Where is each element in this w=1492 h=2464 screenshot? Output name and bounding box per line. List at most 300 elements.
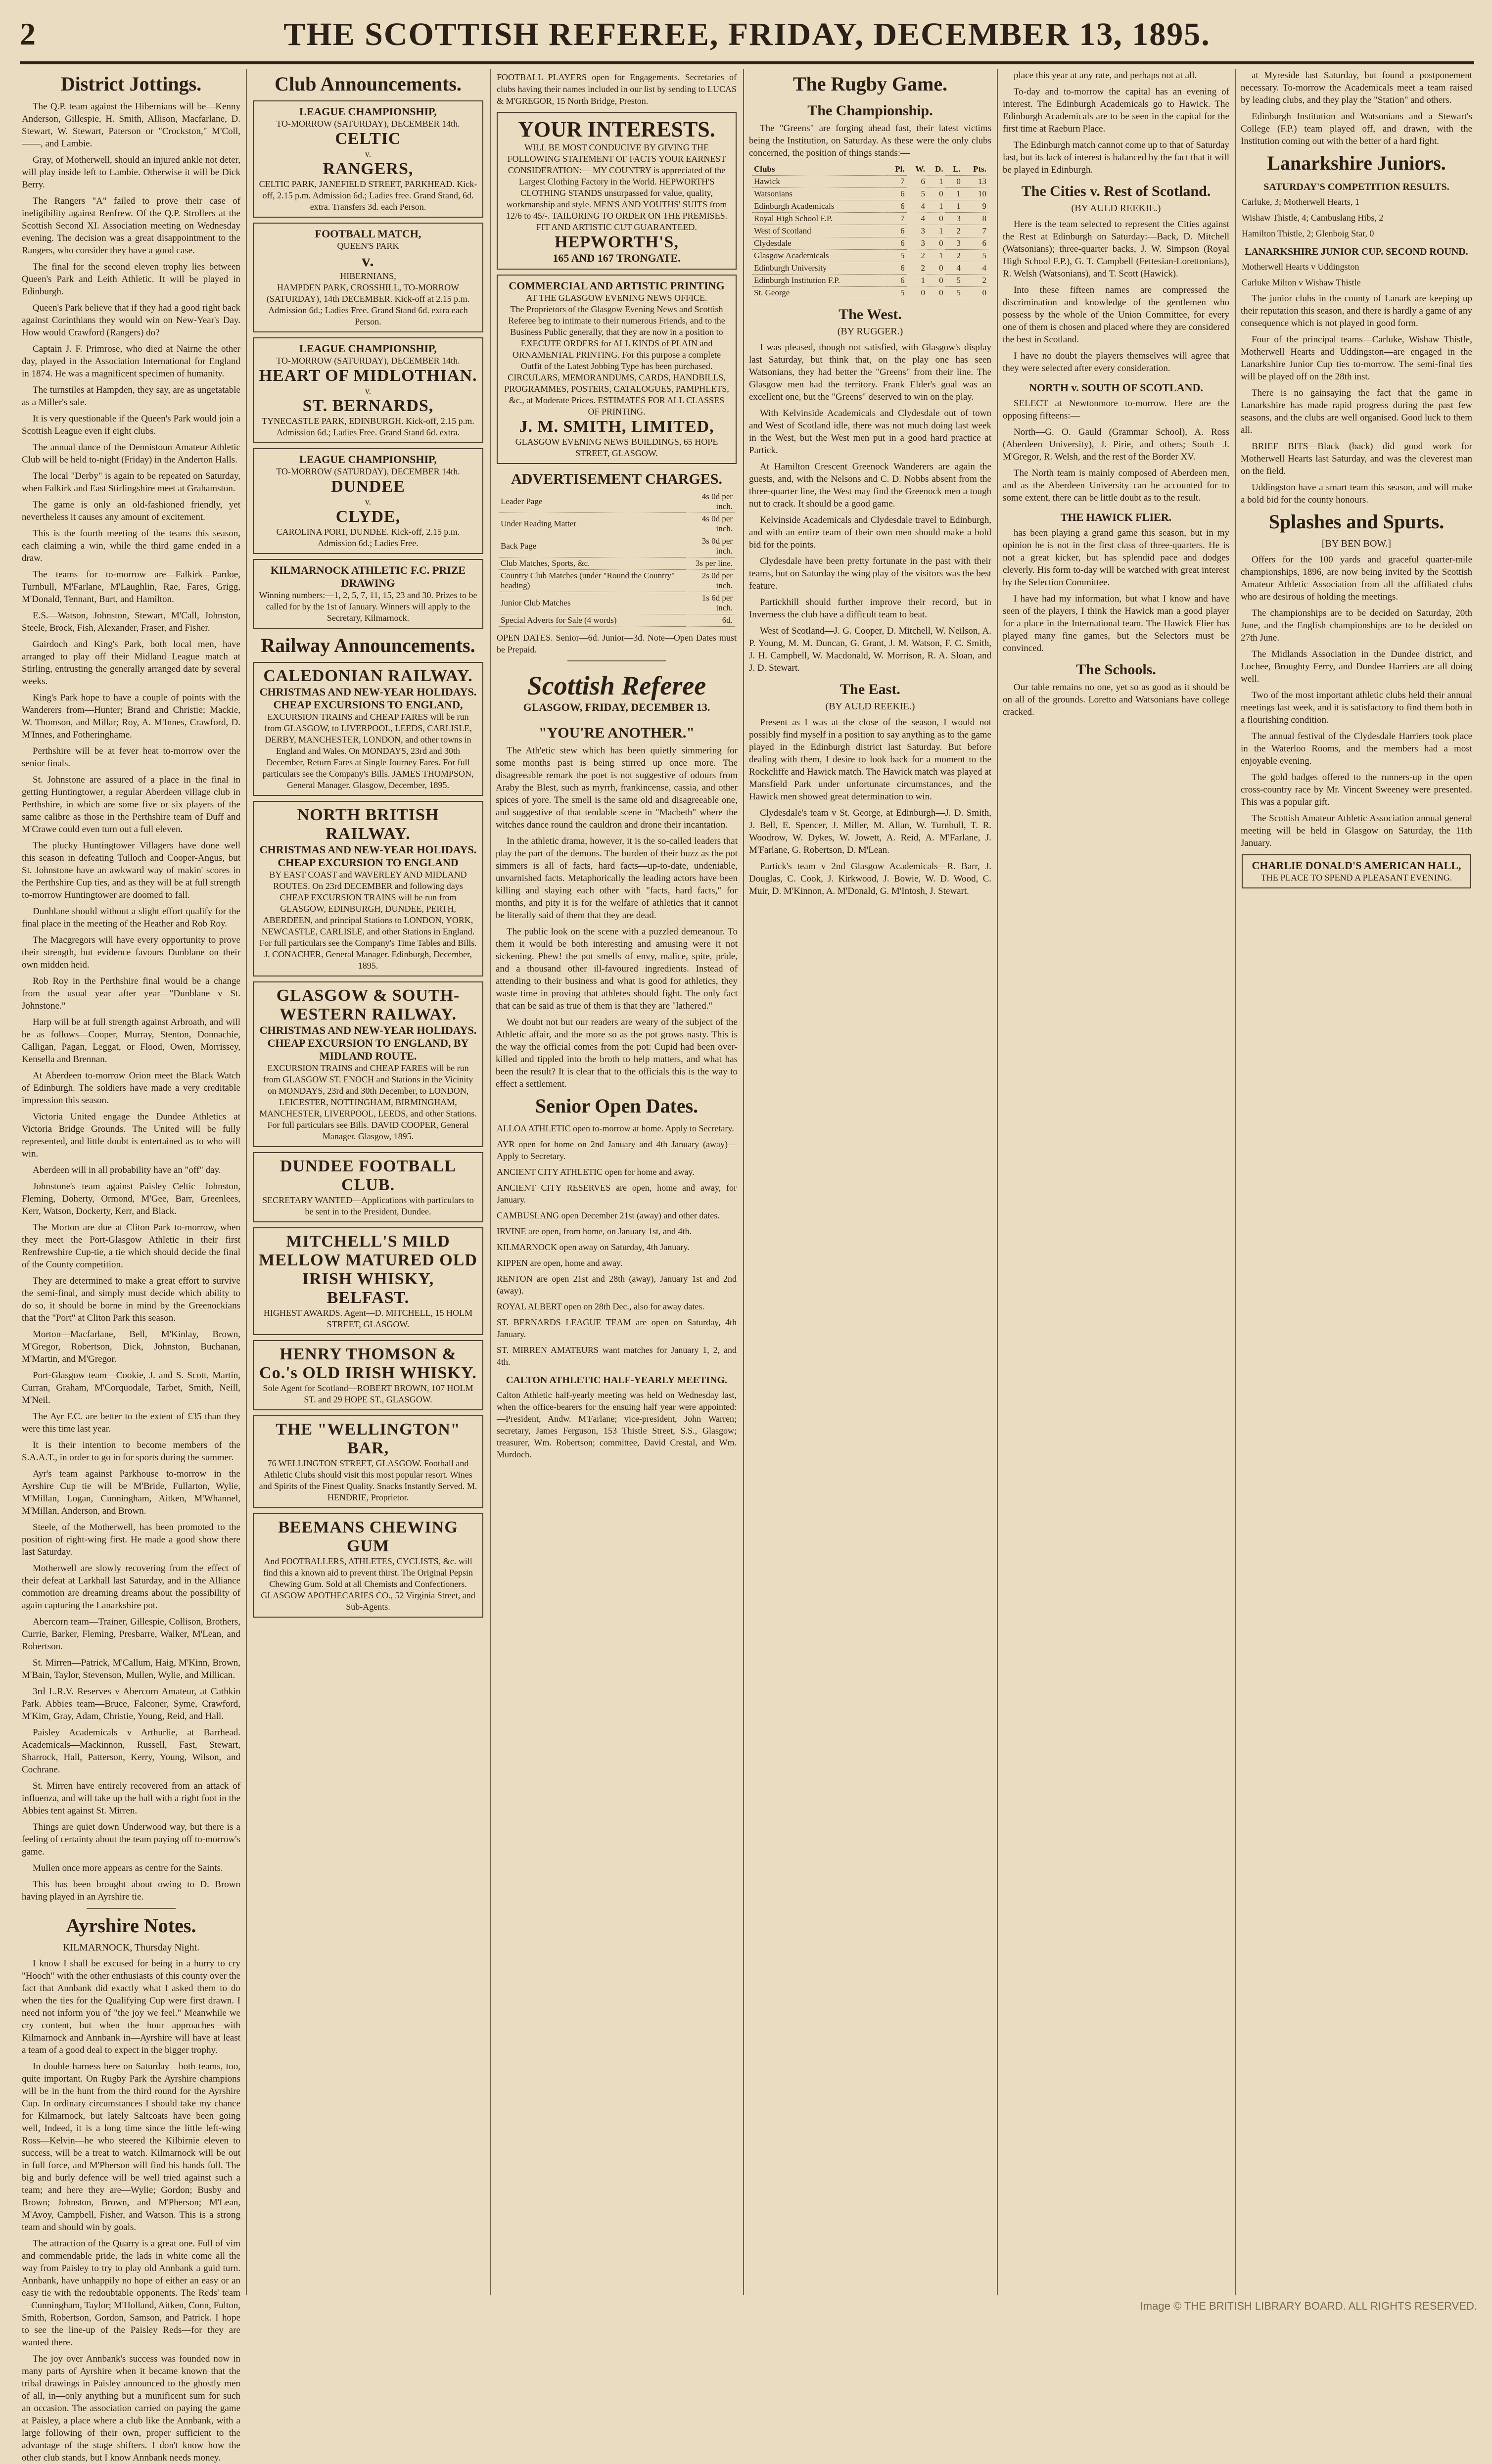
table-cell: 3 — [945, 213, 963, 225]
paragraph: I know I shall be excused for being in a hurry to cry "Hooch" with the other enthusiasts of this county over the fact that Annbank did exactly what I asked them to do when the ties for the Qualifying Cup were first drawn. I need not inform you of "the joy we feel." Meanwhile we cry content, but when the hour approaches—with Kilmarnock and Annbank in—Ayrshire will have at least a team of a good deal to expect in the bigger trophy. — [22, 1958, 240, 2055]
paragraph: Perthshire will be at fever heat to-morrow over the senior finals. — [22, 746, 240, 769]
charge-row — [499, 535, 735, 558]
open-date-notice: RENTON are open 21st and 28th (away), January 1st and 2nd (away). — [497, 1274, 737, 1296]
open-date-notice: ST. BERNARDS LEAGUE TEAM are open on Saturday, 4th January. — [497, 1317, 737, 1339]
table-cell: 2 — [945, 225, 963, 237]
lanarkshire-juniors-heading: Lanarkshire Juniors. — [1267, 152, 1446, 174]
paragraph: The annual festival of the Clydesdale Harriers took place in the Waterloo Rooms, and the members had a most enjoyable evening. — [1241, 731, 1472, 766]
table-cell: Hawick — [752, 176, 886, 188]
paragraph: The Rangers "A" failed to prove their case of ineligibility against Renfrew. Of the Q.P. Strollers at the Scottish Second XI. Association meeting on Wednesday evening. The decision was a great disappointment to the Rangers, who consider they have a good case. — [22, 196, 240, 256]
club-announcements-heading: Club Announcements. — [275, 73, 462, 95]
table-cell: 7 — [963, 225, 988, 237]
club-announcement — [253, 337, 483, 443]
east-heading: The East. — [840, 681, 900, 697]
announcement-team: ST. BERNARDS, — [302, 397, 434, 415]
west-body — [747, 341, 993, 621]
table-row — [752, 237, 988, 250]
calton-meeting-title: CALTON ATHLETIC HALF-YEARLY MEETING. — [506, 1375, 728, 1386]
advertisement-body: And FOOTBALLERS, ATHLETES, CYCLISTS, &c. will find this a known aid to prevent thirst. The Original Pepsin Chewing Gum. Sold at all Chemists and Confectioners. GLASGOW APOTHECARIES CO., 52 Virginia Street, and Sub-Agents. — [261, 1556, 475, 1612]
table-cell: 1 — [945, 188, 963, 200]
table-cell: Edinburgh Institution F.P. — [752, 275, 886, 287]
splashes-spurts-heading: Splashes and Spurts. — [1268, 511, 1445, 533]
paragraph: The Morton are due at Cliton Park to-morrow, when they meet the Port-Glasgow Athletic in their first Renfrewshire Cup-tie, a tie which should decide the final of the County competition. — [22, 1222, 240, 1270]
column-rugby-continued — [1001, 69, 1231, 2305]
paper-logo: Scottish Referee — [527, 671, 706, 700]
table-cell: 6 — [886, 237, 907, 250]
table-cell: 1 — [927, 176, 945, 188]
table-cell: 1 — [927, 225, 945, 237]
result-line: Wishaw Thistle, 4; Cambuslang Hibs, 2 — [1242, 213, 1384, 223]
district-jottings-body — [20, 100, 242, 1903]
announcement-team: v. — [365, 149, 372, 159]
paragraph: Uddingston have a smart team this season, and will make a bold bid for the county honours. — [1241, 482, 1472, 505]
printing-advert-body: The Proprietors of the Glasgow Evening News and Scottish Referee beg to intimate to their numerous Friends, and to the Business Public generally, that they are now in a position to EXECUTE ORDERS for ALL KINDS of PLAIN and ORNAMENTAL PRINTING. For this purpose a complete Outfit of the Latest Jobbing Type has been purchased. CIRCULARS, MEMORANDUMS, CARDS, HANDBILLS, PROGRAMMES, POSTERS, CATALOGUES, PAMPHLETS, &c., at Moderate Prices. ESTIMATES FOR ALL CLASSES OF PRINTING. — [504, 304, 729, 417]
column-divider — [490, 69, 491, 2295]
paragraph: Present as I was at the close of the season, I would not possibly find myself in a position to say anything as to the game played in the Edinburgh district last Saturday. But before dealing with them, I desire to look back for a moment to the Rockcliffe and Hawick match. The Hawick match was played at Mansfield Park under unfortunate circumstances, and the Hawick men showed great determination to win. — [749, 717, 991, 802]
announcement-heading: KILMARNOCK ATHLETIC F.C. PRIZE DRAWING — [270, 564, 466, 589]
table-cell: 6 — [886, 200, 907, 213]
paragraph: Rob Roy in the Perthshire final would be a change from the usual year after year—"Dunblane v St. Johnstone." — [22, 976, 240, 1011]
masthead — [20, 11, 1474, 60]
railway-details: EXCURSION TRAINS and CHEAP FARES will be run from GLASGOW, to LIVERPOOL, LEEDS, CARLISLE, DERBY, MANCHESTER, LONDON, and other towns in England and Wales. On MONDAYS, 23rd and 30th December, Return Fares at Single Journey Fares. For full particulars see the Company's Bills. JAMES THOMPSON, General Manager. Glasgow, December, 1895. — [262, 712, 474, 790]
announcement-team: CLYDE, — [335, 508, 401, 526]
charge-cell: 2s 0d per inch. — [686, 570, 735, 592]
charge-cell: Under Reading Matter — [499, 513, 686, 535]
schools-heading: The Schools. — [1076, 661, 1156, 678]
table-cell: 0 — [927, 237, 945, 250]
charge-cell: 6d. — [686, 614, 735, 627]
paragraph: Mullen once more appears as centre for the Saints. — [33, 1863, 223, 1873]
announcement-team: HIBERNIANS, — [340, 271, 396, 281]
table-cell: 0 — [927, 262, 945, 275]
table-cell: 6 — [886, 262, 907, 275]
open-date-notice: ANCIENT CITY RESERVES are open, home and away, for January. — [497, 1183, 737, 1205]
separator — [567, 660, 666, 661]
charge-row — [499, 614, 735, 627]
paragraph: Captain J. F. Primrose, who died at Nairne the other day, played in the Association International for England in 1874. He was a magnificent specimen of humanity. — [22, 344, 240, 379]
masthead-title: THE SCOTTISH REFEREE, FRIDAY, DECEMBER 13, 1895. — [283, 16, 1211, 52]
paragraph: Edinburgh Institution and Watsonians and a Stewart's College (F.P.) team played off, and drawn, with the Institution coming out with the better of a hard fight. — [1241, 111, 1472, 146]
result-line: Hamilton Thistle, 2; Glenboig Star, 0 — [1242, 229, 1374, 238]
splashes-spurts-body — [1239, 554, 1474, 849]
table-cell: 6 — [907, 176, 927, 188]
railway-name: NORTH BRITISH RAILWAY. — [297, 806, 439, 843]
championship-heading: The Championship. — [807, 102, 933, 119]
table-cell: 1 — [927, 200, 945, 213]
table-cell: 5 — [945, 287, 963, 299]
district-jottings-heading: District Jottings. — [60, 73, 202, 95]
hawick-flier-heading: THE HAWICK FLIER. — [1060, 511, 1172, 523]
table-cell: Glasgow Academicals — [752, 250, 886, 262]
paragraph: Paisley Academicals v Arthurlie, at Barrhead. Academicals—Mackinnon, Russell, Fast, Stewart, Sharrock, Hall, Patterson, Kerry, Young, Wilson, and Cochrane. — [22, 1727, 240, 1775]
paragraph: King's Park hope to have a couple of points with the Wanderers from—Hunter; Brand and Christie; Mackie, W. Thomson, and Millar; Roy, A. M'Innes, Crawford, D. M'Innes, and Fotheringhame. — [22, 693, 240, 740]
table-cell: 0 — [945, 176, 963, 188]
table-cell: 2 — [963, 275, 988, 287]
printing-advert-title: COMMERCIAL AND ARTISTIC PRINTING — [509, 279, 725, 292]
table-row — [752, 200, 988, 213]
table-cell: 4 — [945, 262, 963, 275]
table-header-cell: L. — [945, 163, 963, 176]
table-cell: 4 — [963, 262, 988, 275]
advertisement — [253, 1415, 483, 1508]
table-header-cell: W. — [907, 163, 927, 176]
charge-cell: 3s 0d per inch. — [686, 535, 735, 558]
brief-bits-body — [1239, 440, 1474, 506]
paragraph: Victoria United engage the Dundee Athletics at Victoria Bridge Grounds. The United will be fully represented, and little doubt is entertained as to who will win. — [22, 1112, 240, 1159]
announcement-heading: LEAGUE CHAMPIONSHIP, — [299, 453, 437, 465]
paragraph: This is the fourth meeting of the teams this season, each claiming a win, while the third game ended in a draw. — [22, 528, 240, 563]
charge-row — [499, 558, 735, 570]
paragraph: Clydesdale have been pretty fortunate in the past with their teams, but on Saturday the wing play of the visitors was the best feature. — [749, 556, 991, 591]
table-row — [752, 225, 988, 237]
paragraph: The joy over Annbank's success was founded now in many parts of Ayrshire when it became known that the tribal drawings in Paisley announced to the ghostly men of all, in—only anything but a munificent sum for such an occasion. The association carried on paying the game at Paisley, a place where a club like the Annbank, with a large following of their own, proper sufficient to the advantage of the stage shifters. I don't know how the other club stands, but I know Annbank needs money. — [22, 2354, 240, 2463]
paragraph: Morton—Macfarlane, Bell, M'Kinlay, Brown, M'Gregor, Robertson, Dick, Johnston, Buchanan, M'Martin, and M'Gregor. — [22, 1329, 240, 1364]
table-cell: 1 — [907, 275, 927, 287]
table-cell: 5 — [886, 287, 907, 299]
paragraph: Steele, of the Motherwell, has been promoted to the position of right-wing first. He made a good show there last Saturday. — [22, 1522, 240, 1557]
advertisement — [253, 1513, 483, 1618]
railway-announcements-heading: Railway Announcements. — [261, 634, 475, 656]
paragraph: The Ayr F.C. are better to the extent of £35 than they were this time last year. — [22, 1411, 240, 1434]
table-header-cell: Pl. — [886, 163, 907, 176]
table-cell: 0 — [927, 275, 945, 287]
paragraph: has been playing a grand game this season, but in my opinion he is not in the first class of three-quarters. He is not a great kicker, but has splendid pace and dodges cleverly. His form to-day will be watched with great interest by the Selection Committee. — [1003, 528, 1229, 588]
advertisement — [253, 1152, 483, 1222]
open-date-notice: KIPPEN are open, home and away. — [497, 1258, 623, 1268]
printing-advert-subtitle: AT THE GLASGOW EVENING NEWS OFFICE. — [526, 293, 707, 303]
announcement-team: v. — [365, 497, 372, 507]
club-announcements-list — [250, 100, 486, 629]
copyright-notice: Image © THE BRITISH LIBRARY BOARD. ALL RIGHTS RESERVED. — [1140, 2300, 1477, 2312]
railway-announcement — [253, 662, 483, 796]
open-date-notice: AYR open for home on 2nd January and 4th January (away)—Apply to Secretary. — [497, 1139, 737, 1161]
announcement-heading: FOOTBALL MATCH, — [315, 228, 421, 240]
table-cell: 6 — [886, 225, 907, 237]
west-teams: West of Scotland—J. G. Cooper, D. Mitchell, W. Neilson, A. P. Young, M. M. Duncan, G. Grant, J. M. Watson, F. C. Smith, J. H. Campbell, W. Macdonald, W. Morrison, R. A. Sloan, and J. D. Stewart. — [749, 626, 991, 673]
printing-advert — [497, 275, 737, 464]
advertisement-title: HENRY THOMSON & Co.'s OLD IRISH WHISKY. — [259, 1345, 477, 1382]
paragraph: The Scottish Amateur Athletic Association annual general meeting will be held in Glasgow on Saturday, the 11th January. — [1241, 813, 1472, 848]
club-announcement — [253, 100, 483, 218]
announcement-details: CELTIC PARK, JANEFIELD STREET, PARKHEAD. Kick-off, 2.15 p.m. Admission 6d.; Ladies free. Grand Stand, 6d. extra. Transfers 3d. each Person. — [259, 179, 477, 212]
advertisement-title: THE "WELLINGTON" BAR, — [276, 1420, 461, 1457]
paragraph: The Macgregors will have every opportunity to prove their strength, but evidence favours Dunblane on their own midden heid. — [22, 935, 240, 970]
railway-name: GLASGOW & SOUTH-WESTERN RAILWAY. — [276, 986, 460, 1023]
paragraph: place this year at any rate, and perhaps not at all. — [1014, 70, 1197, 81]
announcement-details: CAROLINA PORT, DUNDEE. Kick-off, 2.15 p.m. Admission 6d.; Ladies Free. — [276, 527, 460, 548]
printing-advert-address: GLASGOW EVENING NEWS BUILDINGS, 65 HOPE STREET, GLASGOW. — [515, 437, 718, 458]
table-cell: 3 — [907, 225, 927, 237]
competition-results-heading: SATURDAY'S COMPETITION RESULTS. — [1263, 182, 1449, 192]
open-date-notice: ALLOA ATHLETIC open to-morrow at home. Apply to Secretary. — [497, 1123, 734, 1133]
table-cell: 13 — [963, 176, 988, 188]
paragraph: I have no doubt the players themselves will agree that they were selected after every consideration. — [1003, 351, 1229, 373]
paragraph: St. Johnstone are assured of a place in the final in getting Huntingtower, a regular Aberdeen village club in Perthshire, in which are some five or six players of the same calibre as those in the Perthshire team of Duff and M'Crawe could even turn out a full eleven. — [22, 775, 240, 835]
paragraph: Partickhill should further improve their record, but in Inverness the club have a difficult team to beat. — [749, 597, 991, 620]
american-hall-advert — [1242, 854, 1471, 888]
railway-title: CHRISTMAS AND NEW-YEAR HOLIDAYS. — [259, 1024, 477, 1036]
paragraph: The attraction of the Quarry is a great one. Full of vim and commendable pride, the lads in white come all the way from Paisley to try to play old Annbank a guid turn. Annbank, have unhappily no hope of either an easy or an easy tie with the redoubtable opponents. The Reds' team—Cunningham, Taylor; M'Holland, Aitken, Conn, Fulton, Smith, Robertson, Gordon, Samson, and Patrick. I hope to see the line-up of the Paisley Reds—for they are wanted there. — [22, 2238, 240, 2348]
paragraph: Gray, of Motherwell, should an injured ankle not deter, will play inside left to Lambie. Otherwise it will be Dick Berry. — [22, 155, 240, 190]
lanarkshire-cup-heading: LANARKSHIRE JUNIOR CUP. SECOND ROUND. — [1245, 246, 1468, 257]
table-cell: 2 — [945, 250, 963, 262]
paragraph: Things are quiet down Underwood way, but there is a feeling of certainty about the team paying off to-morrow's game. — [22, 1822, 240, 1857]
charge-cell: 4s 0d per inch. — [686, 491, 735, 513]
railway-details: BY EAST COAST and WAVERLEY AND MIDLAND ROUTES. On 23rd DECEMBER and following days CHEAP EXCURSION TRAINS will be run from GLASGOW, EDINBURGH, DUNDEE, PERTH, ABERDEEN, and principal Stations to LONDON, YORK, NEWCASTLE, CARLISLE, and other Stations in England. For full particulars see the Company's Time Tables and Bills. J. CONACHER, General Manager. Edinburgh, December, 1895. — [259, 870, 477, 971]
table-header-cell: D. — [927, 163, 945, 176]
paragraph: The junior clubs in the county of Lanark are keeping up their reputation this season, and there is hardly a game of any consequence which is not played in good form. — [1241, 293, 1472, 328]
table-row — [752, 250, 988, 262]
hawick-flier-body — [1001, 527, 1231, 654]
advertisement-body: Sole Agent for Scotland—ROBERT BROWN, 107 HOLM ST. and 29 HOPE ST., GLASGOW. — [263, 1383, 473, 1404]
announcement-team: RANGERS, — [323, 160, 414, 178]
paragraph: Dunblane should without a slight effort qualify for the final place in the meeting of the Heather and Rob Roy. — [22, 906, 240, 929]
editorial-paragraph: The Ath'etic stew which has been quietly simmering for some months past is being stirred up once more. The disagreeable remark the poet is not suggestive of odours from Araby the Blest, such as myrrh, frankincense, cassia, and other spices of yore. The smell is the same old and disagreeable one, and suggestive of that tendable scene in "Macbeth" where the witches dance round the cauldron and drone their incantation. — [496, 745, 738, 830]
column-divider — [1235, 69, 1236, 2295]
announcement-details: TYNECASTLE PARK, EDINBURGH. Kick-off, 2.15 p.m. Admission 6d.; Ladies Free. Grand Stand 6d. extra. — [262, 416, 474, 437]
editorial-body — [494, 744, 740, 1090]
column-rugby — [747, 69, 993, 2305]
competition-results-list — [1239, 196, 1474, 239]
paragraph: The game is only an old-fashioned friendly, yet nevertheless it causes any amount of excitement. — [22, 500, 240, 522]
paragraph: E.S.—Watson, Johnston, Stewart, M'Call, Johnston, Steele, Brock, Fish, Alexander, Fraser, and Fisher. — [22, 610, 240, 633]
table-cell: 4 — [907, 200, 927, 213]
table-cell: 5 — [886, 250, 907, 262]
table-header-row — [752, 163, 988, 176]
table-cell: 0 — [927, 213, 945, 225]
paragraph: They are determined to make a great effort to survive the semi-final, and simply must decide which ability to do so, it should be borne in mind by the Greenockians that the "Port" at Cliton Park this season. — [22, 1276, 240, 1323]
column-divider — [246, 69, 247, 2295]
paragraph: The turnstiles at Hampden, they say, are as ungetatable as a Miller's sale. — [22, 385, 240, 408]
paragraph: The Edinburgh match cannot come up to that of Saturday last, but its lack of interest is balanced by the fact that it will be played in Edinburgh. — [1003, 140, 1230, 175]
railway-name: CALEDONIAN RAILWAY. — [263, 667, 473, 685]
table-row — [752, 262, 988, 275]
result-line: Carluke, 3; Motherwell Hearts, 1 — [1242, 197, 1359, 207]
charge-cell: 4s 0d per inch. — [686, 513, 735, 535]
table-cell: 0 — [963, 287, 988, 299]
ayrshire-dateline: KILMARNOCK, Thursday Night. — [62, 1942, 200, 1953]
separator — [87, 1908, 176, 1909]
printing-advert-firm: J. M. SMITH, LIMITED, — [519, 418, 714, 436]
west-byline: (BY RUGGER.) — [837, 326, 903, 337]
table-row — [752, 176, 988, 188]
paragraph: St. Mirren—Patrick, M'Callum, Haig, M'Kinn, Brown, M'Bain, Taylor, Stevenson, Mullen, Wylie, and Millican. — [22, 1658, 240, 1680]
announcement-team: v. — [362, 252, 374, 270]
editorial-title: "YOU'RE ANOTHER." — [538, 725, 695, 741]
charge-cell: Leader Page — [499, 491, 686, 513]
paragraph: The plucky Huntingtower Villagers have done well this season in defeating Tulloch and Cooper-Angus, but St. Johnstone have an awkward way of makin' scores in the Perthshire Cup ties, and as they will be at full strength to-morrow Huntingtower are doomed to fall. — [22, 840, 240, 900]
announcement-heading: LEAGUE CHAMPIONSHIP, — [299, 342, 437, 355]
table-cell: 8 — [963, 213, 988, 225]
advertisement-body: HIGHEST AWARDS. Agent—D. MITCHELL, 15 HOLM STREET, GLASGOW. — [263, 1308, 473, 1329]
paragraph: The teams for to-morrow are—Falkirk—Pardoe, Turnbull, M'Farlane, M'Laughlin, Rae, Fares, Grigg, M'Donald, Tennant, Burt, and Hamilton. — [22, 569, 240, 604]
paragraph: Abercorn team—Trainer, Gillespie, Collison, Brothers, Currie, Barker, Fleming, Presbarre, Walker, M'Lean, and Robertson. — [22, 1617, 240, 1652]
paper-dateline: GLASGOW, FRIDAY, DECEMBER 13. — [523, 701, 710, 713]
announcement-details: Winning numbers:—1, 2, 5, 7, 11, 15, 23 and 30. Prizes to be called for by the 1st of January. Winners will apply to the Secretary, Kilmarnock. — [259, 590, 477, 623]
railway-announcements-list — [250, 662, 486, 1147]
announcement-team: v. — [365, 386, 372, 396]
table-row — [752, 188, 988, 200]
paragraph: Motherwell are slowly recovering from the effect of their defeat at Larkhall last Saturday, and in the Alliance commotion are dreaming dreams about the possibility of again capturing the Lanarkshire pot. — [22, 1563, 240, 1611]
lanarkshire-cup-list — [1239, 261, 1474, 288]
paragraph: Aberdeen will in all probability have an "off" day. — [33, 1165, 221, 1175]
fixture-line: Carluke Milton v Wishaw Thistle — [1242, 278, 1361, 287]
advertisement-title: MITCHELL'S MILD MELLOW MATURED OLD IRISH WHISKY, BELFAST. — [259, 1232, 477, 1307]
hepworth-advert — [497, 112, 737, 270]
announcement-details: HAMPDEN PARK, CROSSHILL, TO-MORROW (SATURDAY), 14th DECEMBER. Kick-off at 2.15 p.m. Admission 6d.; Ladies Free. Grand Stand 6d. extra each Person. — [266, 282, 470, 326]
paragraph: To-day and to-morrow the capital has an evening of interest. The Edinburgh Academicals go to Hawick. The Edinburgh Academicals are to be seen in the capital for the first time at Raeburn Place. — [1003, 87, 1229, 134]
paragraph: The Q.P. team against the Hibernians will be—Kenny Anderson, Gillespie, H. Smith, Allison, Macfarlane, D. Stewart, W. Stewart, Paterson or "Crockston," M'Coll, ——, and Lambie. — [22, 101, 240, 149]
calton-meeting-body: Calton Athletic half-yearly meeting was held on Wednesday last, when the office-bearers for the ensuing half year were appointed:—President, Andw. M'Farlane; vice-president, John Warren; secretary, James Ferguson, 153 Thistle Street, S.S., Glasgow; treasurer, Wm. Robertson; committee, David Crestal, and Wm. Murdoch. — [497, 1390, 737, 1459]
hepworth-advert-name: HEPWORTH'S, — [555, 233, 679, 251]
splashes-spurts-byline: [BY BEN BOW.] — [1321, 538, 1392, 549]
charge-cell: Back Page — [499, 535, 686, 558]
ayrshire-notes-body — [20, 1957, 242, 2464]
club-announcement — [253, 223, 483, 332]
paragraph: The annual dance of the Dennistoun Amateur Athletic Club will be held to-night (Friday) in the Anderton Halls. — [22, 442, 240, 465]
open-date-notice: ROYAL ALBERT open on 28th Dec., also for away dates. — [497, 1302, 704, 1311]
open-date-notice: ANCIENT CITY ATHLETIC open for home and away. — [497, 1167, 695, 1177]
paragraph: Port-Glasgow team—Cookie, J. and S. Scott, Martin, Curran, Graham, M'Corquodale, Tarbet, Smith, Neill, M'Neil. — [22, 1370, 240, 1405]
paragraph: BRIEF BITS—Black (back) did good work for Motherwell Hearts last Saturday, and was the cleverest man on the field. — [1241, 441, 1472, 476]
cities-heading: The Cities v. Rest of Scotland. — [1021, 183, 1211, 199]
advertisement-title: BEEMANS CHEWING GUM — [278, 1518, 458, 1555]
charge-row — [499, 491, 735, 513]
continued-body — [1239, 69, 1474, 147]
cities-byline: (BY AULD REEKIE.) — [1071, 203, 1161, 214]
advertisements-list — [250, 1152, 486, 1618]
railway-title: CHRISTMAS AND NEW-YEAR HOLIDAYS. — [259, 686, 477, 698]
column-announcements — [250, 69, 486, 2305]
table-cell: 4 — [907, 213, 927, 225]
open-date-notice: IRVINE are open, from home, on January 1st, and 4th. — [497, 1226, 692, 1236]
railway-announcement — [253, 801, 483, 976]
table-row — [752, 213, 988, 225]
table-cell: 5 — [963, 250, 988, 262]
hepworth-advert-body: WILL BE MOST CONDUCIVE BY GIVING THE FOLLOWING STATEMENT OF FACTS YOUR EARNEST CONSIDERATION:— MY COUNTRY is appreciated of the Largest Clothing Factory in the World. HEPWORTH'S CLOTHING STANDS unsurpassed for value, quality, workmanship and style. MEN'S AND YOUTHS' SUITS from 12/6 to 45/-. TAILORING TO ORDER ON THE PREMISES. FIT AND ARTISTIC CUT GUARANTEED. — [506, 142, 728, 232]
paragraph: It is very questionable if the Queen's Park would join a Scottish League even if eight clubs. — [22, 414, 240, 436]
schools-body — [1001, 681, 1231, 718]
charge-cell: Junior Club Matches — [499, 592, 686, 614]
table-cell: 0 — [927, 188, 945, 200]
club-announcement — [253, 448, 483, 554]
table-cell: 3 — [907, 237, 927, 250]
table-cell: Edinburgh Academicals — [752, 200, 886, 213]
table-cell: 1 — [945, 200, 963, 213]
paragraph: There is no gainsaying the fact that the game in Lanarkshire has made rapid progress during the past few seasons, and the clubs are well organised. Good luck to them all. — [1241, 388, 1472, 435]
paragraph: SELECT at Newtonmore to-morrow. Here are the opposing fifteens:— — [1003, 398, 1229, 421]
paragraph: The Midlands Association in the Dundee district, and Lochee, Broughty Ferry, and Dundee Harriers are all doing well. — [1241, 649, 1472, 684]
open-date-notice: CAMBUSLANG open December 21st (away) and other dates. — [497, 1210, 720, 1220]
north-south-body — [1001, 397, 1231, 504]
paragraph: This has been brought about owing to D. Brown having played in an Ayrshire tie. — [22, 1879, 240, 1902]
paragraph: Ayr's team against Parkhouse to-morrow in the Ayrshire Cup tie will be M'Bride, Fullarton, Wylie, M'Millan, Logan, Cunningham, Aitken, M'Whannel, M'Millan, Anderson, and Brown. — [22, 1469, 240, 1516]
advertisement-body: SECRETARY WANTED—Applications with particulars to be sent in to the President, Dundee. — [262, 1195, 474, 1216]
paragraph: Into these fifteen names are compressed the discrimination and knowledge of the gentlemen who possess by the whole of the Union Committee, for every one of them is chosen and placed where they are considered the best in Scotland. — [1003, 285, 1229, 345]
announcement-date: TO-MORROW (SATURDAY), DECEMBER 14th. — [276, 466, 460, 476]
announcement-date: QUEEN'S PARK — [337, 241, 399, 251]
announcement-date: TO-MORROW (SATURDAY), DECEMBER 14th. — [276, 119, 460, 129]
open-dates-notice: OPEN DATES. Senior—6d. Junior—3d. Note—Open Dates must be Prepaid. — [497, 633, 737, 654]
table-cell: 9 — [963, 200, 988, 213]
charge-row — [499, 513, 735, 535]
paragraph: The local "Derby" is again to be repeated on Saturday, when Falkirk and East Stirlingshire meet at Grahamston. — [22, 471, 240, 494]
championship-intro: The "Greens" are forging ahead fast, their latest victims being the Institution, on Saturday. As these were the only clubs concerned, the position of things stands:— — [749, 123, 991, 158]
american-hall-title: CHARLIE DONALD'S AMERICAN HALL, — [1252, 859, 1461, 872]
paragraph: In double harness here on Saturday—both teams, too, quite important. On Rugby Park the Ayrshire champions will be in the hunt from the third round for the Ayrshire Cup. In ordinary circumstances I should take my chance for Kilmarnock, but lately Saltcoats have been going well, Indeed, it is a long time since the little left-wing Ross—Kelvin—he who steered the Kilbirnie eleven to success, will be a treat to watch. Kilmarnock will be out in full force, and M'Pherson will find his hands full. The big and burly defence will be well tried against such a team; and here they are—Wylie; Gordon; Busby and Brown; Johnston, Brown, and M'Pherson; M'Lean, M'Avoy, Campbell, Fisher, and Watson. This is a strong team and should win by goals. — [22, 2061, 240, 2232]
paragraph: Two of the most important athletic clubs held their annual meetings last week, and it is satisfactory to find them both in a flourishing condition. — [1241, 690, 1472, 725]
column-divider — [997, 69, 998, 2295]
charge-cell: 1s 6d per inch. — [686, 592, 735, 614]
masthead-rule — [20, 61, 1474, 64]
advertisement-body: 76 WELLINGTON STREET, GLASGOW. Football and Athletic Clubs should visit this most popular resort. Wines and Spirits of the Finest Quality. Snacks Instantly Served. M. HENDRIE, Proprietor. — [259, 1458, 477, 1502]
senior-open-dates-list — [494, 1122, 740, 1368]
rugby-game-heading: The Rugby Game. — [793, 73, 948, 95]
railway-subtitle: CHEAP EXCURSION TO ENGLAND — [278, 856, 459, 869]
announcement-team: DUNDEE — [331, 477, 405, 496]
table-cell: 2 — [907, 262, 927, 275]
championship-table — [752, 163, 988, 299]
paragraph: 3rd L.R.V. Reserves v Abercorn Amateur, at Cathkin Park. Abbies team—Bruce, Falconer, Syme, Crawford, M'Kim, Gray, Adam, Christie, Young, Reid, and Hall. — [22, 1686, 240, 1721]
football-players-ad: FOOTBALL PLAYERS open for Engagements. Secretaries of clubs having their names included in our list by sending to LUCAS & M'GREGOR, 15 North Bridge, Preston. — [497, 72, 737, 106]
table-cell: Edinburgh University — [752, 262, 886, 275]
paragraph: I was pleased, though not satisfied, with Glasgow's display last Saturday, but think that, on the play one has seen Watsonians, they had better the "Greens" from their line. The Glasgow men had the territory. Frank Elder's goal was an excellent one, but the "Greens" deserved to win on the play. — [749, 342, 991, 402]
paragraph: The gold badges offered to the runners-up in the open cross-country race by Mr. Vincent Sweeney were presented. This was a popular gift. — [1241, 772, 1472, 807]
advertisement — [253, 1340, 483, 1410]
fixture-line: Motherwell Hearts v Uddingston — [1242, 262, 1359, 272]
american-hall-body: THE PLACE TO SPEND A PLEASANT EVENING. — [1260, 873, 1452, 883]
editorial-paragraph: We doubt not but our readers are weary of the subject of the Athletic affair, and the more so as the pot grows nasty. This is the way the official comes from the pot: Cupid had been over-killed and tippled into the broth to help matters, and what has been the result? It is clear that to the officials this is the way to effect a settlement. — [496, 1017, 738, 1089]
advertisement-title: DUNDEE FOOTBALL CLUB. — [280, 1157, 456, 1194]
paragraph: I have had my information, but what I know and have seen of the players, I think the Hawick man a good player for a place in the International team. The Hawick Flier has played many fine games, but the Selectors must be convinced. — [1003, 594, 1229, 653]
table-cell: 10 — [963, 188, 988, 200]
page-number: 2 — [20, 16, 36, 51]
east-body — [747, 716, 993, 897]
paragraph: At Hamilton Crescent Greenock Wanderers are again the guests, and, with the Nelsons and C. D. Nobbs absent from the three-quarter line, the West may find the Greenock men a tough nut to crack. It should be a good game. — [749, 462, 991, 509]
table-cell: 6 — [886, 275, 907, 287]
paragraph: North—G. O. Gauld (Grammar School), A. Ross (Aberdeen University), J. Pirie, and others; South—J. M'Gregor, R. Welsh, and the rest of the Border XV. — [1003, 427, 1229, 462]
paper-logo-block — [497, 666, 737, 718]
paragraph: Partick's team v 2nd Glasgow Academicals—R. Barr, J. Douglas, C. Cook, J. Kirkwood, J. Bowie, W. D. Wood, C. Muir, D. M'Kinnon, A. M'Donald, G. M'Intosh, J. Stewart. — [749, 861, 991, 896]
railway-details: EXCURSION TRAINS and CHEAP FARES will be run from GLASGOW ST. ENOCH and Stations in the Vicinity on MONDAYS, 23rd and 30th December, to LONDON, LEICESTER, NOTTINGHAM, BIRMINGHAM, MANCHESTER, LIVERPOOL, LEEDS, and other Stations. For full particulars see Bills. DAVID COOPER, General Manager. Glasgow, 1895. — [259, 1063, 477, 1141]
paragraph: St. Mirren have entirely recovered from an attack of influenza, and will take up the ball with a right foot in the Abbies tent against St. Mirren. — [22, 1781, 240, 1816]
table-cell: 7 — [886, 213, 907, 225]
column-district-jottings — [20, 69, 242, 2463]
column-leader — [494, 69, 740, 2305]
open-date-notice: ST. MIRREN AMATEURS want matches for January 1, 2, and 4th. — [497, 1345, 737, 1367]
table-cell: 1 — [927, 250, 945, 262]
paragraph: Here is the team selected to represent the Cities against the Rest at Edinburgh on Saturday:—Back, D. Mitchell (Watsonians); three-quarter backs, J. W. Simpson (Royal High School F.P.), G. T. Campbell (Fettesian-Lorettonians), R. Welsh (Watsonians), and T. Scott (Hawick). — [1003, 219, 1229, 279]
west-heading: The West. — [839, 306, 902, 323]
table-row — [752, 287, 988, 299]
paragraph: At Aberdeen to-morrow Orion meet the Black Watch of Edinburgh. The soldiers have made a very creditable impression this season. — [22, 1070, 240, 1106]
paragraph: at Myreside last Saturday, but found a postponement necessary. To-morrow the Academicals meet a team raised by leading clubs, and they play the "Station" and others. — [1241, 70, 1472, 105]
editorial-paragraph: In the athletic drama, however, it is the so-called leaders that play the part of the demons. The burden of their buzz as the pot simmers is all of facts, hard facts—up-to-date, undeniable, unvarnished facts. Metaphorically the leading actors have been killing and slaying each other with "facts, hard facts," for months, and pity it is for the welfare of athletics that it cannot be literally said of them that they are dead. — [496, 836, 738, 921]
cities-body — [1001, 218, 1231, 374]
advertisement-charges-heading: ADVERTISEMENT CHARGES. — [511, 471, 722, 487]
table-cell: 7 — [886, 176, 907, 188]
table-cell: 5 — [945, 275, 963, 287]
paragraph: The final for the second eleven trophy lies between Queen's Park and Leith Athletic. It will be played in Edinburgh. — [22, 262, 240, 297]
table-cell: 3 — [945, 237, 963, 250]
hepworth-advert-address: 165 AND 167 TRONGATE. — [553, 252, 681, 264]
ayrshire-notes-heading: Ayrshire Notes. — [66, 1914, 196, 1937]
charge-row — [499, 592, 735, 614]
advertisement — [253, 1227, 483, 1335]
paragraph: Johnstone's team against Paisley Celtic—Johnston, Fleming, Doherty, Ormond, M'Gee, Barr, Greenlees, Kerr, Watson, Dockerty, Kerr, and Black. — [22, 1181, 240, 1216]
table-header-cell: Clubs — [752, 163, 886, 176]
table-row — [752, 275, 988, 287]
